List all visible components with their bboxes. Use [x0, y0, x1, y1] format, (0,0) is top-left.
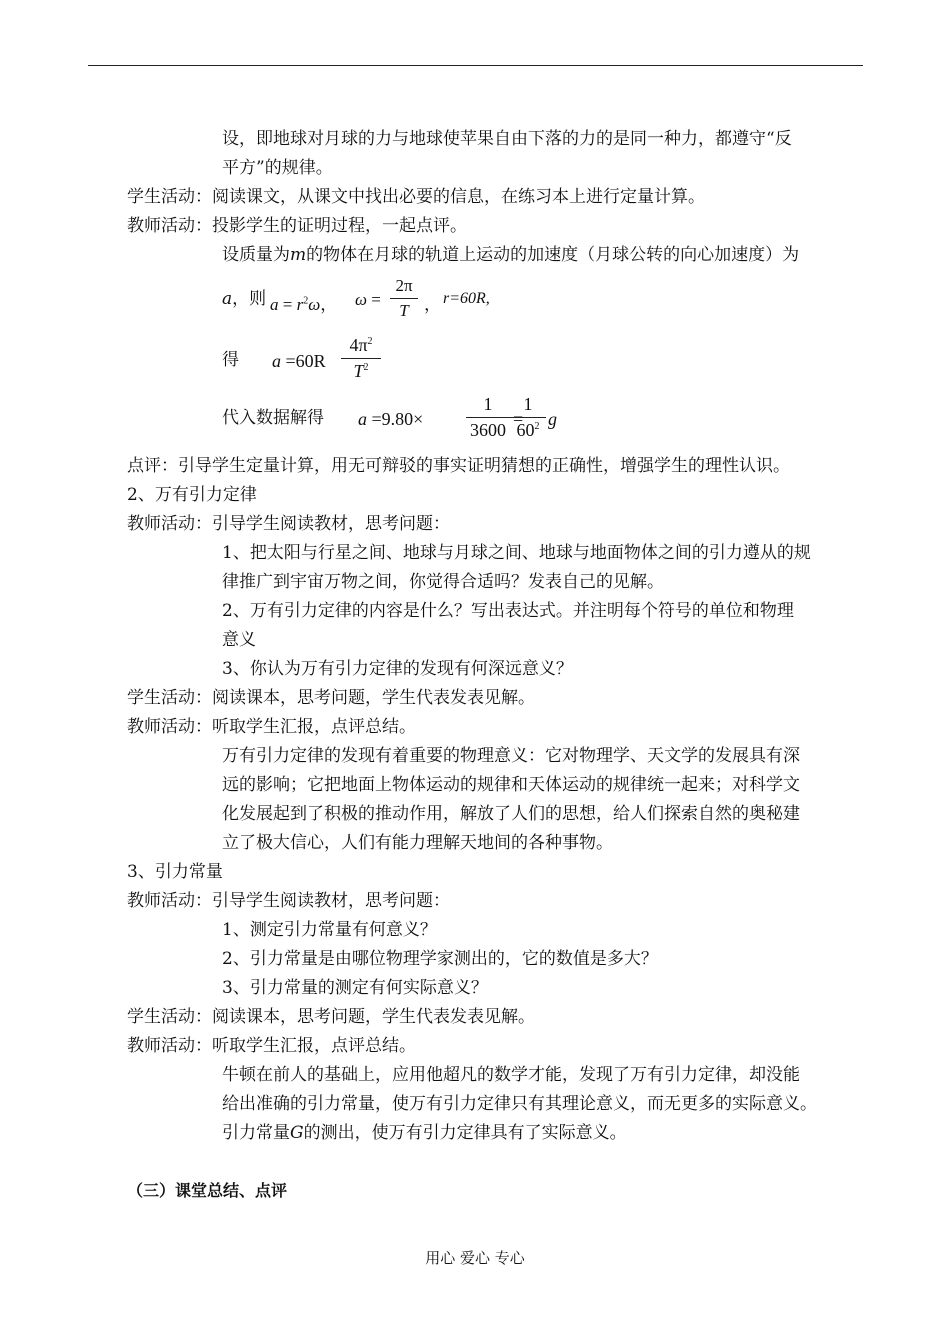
- equation-a-60r: [272, 351, 326, 372]
- page-footer: 用心 爱心 专心: [425, 1249, 525, 1267]
- math-symbol: =: [371, 409, 382, 429]
- fraction-numerator: 2π: [395, 276, 413, 295]
- fraction-denominator: [353, 361, 368, 381]
- text-line: [222, 288, 266, 310]
- text-span: 引力常量: [222, 1123, 290, 1143]
- section-heading: 2、万有引力定律: [127, 485, 257, 505]
- math-exponent: 2: [303, 295, 309, 307]
- text-line: 点评：引导学生定量计算，用无可辩驳的事实证明猜想的正确性，增强学生的理性认识。: [127, 456, 790, 476]
- text-line: 平方”的规律。: [222, 158, 333, 178]
- fraction-numerator: [349, 335, 372, 355]
- math-symbol: a: [272, 351, 281, 371]
- equation-a-r2-omega: [270, 290, 337, 315]
- text-line: 学生活动：阅读课文，从课文中找出必要的信息，在练习本上进行定量计算。: [127, 187, 705, 207]
- text-line: 牛顿在前人的基础上，应用他超凡的数学才能，发现了万有引力定律，却没能: [222, 1065, 800, 1085]
- text-line: [222, 244, 799, 266]
- fraction-numerator: 1: [483, 394, 493, 414]
- equation-r-60r: r=60R,: [443, 290, 490, 307]
- math-symbol: ω: [355, 290, 368, 309]
- math-symbol: 60R: [295, 351, 326, 371]
- text-span: ，则: [232, 289, 267, 309]
- variable-a: a: [222, 289, 233, 309]
- text-line: 2、万有引力定律的内容是什么？写出表达式。并注明每个符号的单位和物理: [222, 601, 794, 621]
- variable-g-constant: G: [290, 1123, 304, 1143]
- equation-equals: =: [513, 409, 524, 429]
- math-exponent: 2: [363, 362, 369, 373]
- text-line: 给出准确的引力常量，使万有引力定律只有其理论意义，而无更多的实际意义。: [222, 1094, 817, 1114]
- fraction-denominator: T: [399, 301, 409, 320]
- text-line: 1、把太阳与行星之间、地球与月球之间、地球与地面物体之间的引力遵从的规: [222, 543, 811, 563]
- math-symbol: =: [371, 290, 381, 309]
- math-symbol: =: [285, 351, 296, 371]
- text-line: 教师活动：投影学生的证明过程，一起点评。: [127, 216, 467, 236]
- text-line: 教师活动：听取学生汇报，点评总结。: [127, 717, 416, 737]
- equation-omega-lhs: [355, 290, 381, 310]
- text-span: 的测出，使万有引力定律具有了实际意义。: [303, 1123, 627, 1143]
- math-symbol: r: [296, 295, 304, 314]
- text-span: 的物体在月球的轨道上运动的加速度（月球公转的向心加速度）为: [306, 245, 800, 265]
- math-symbol: ω: [308, 295, 321, 314]
- section-heading-summary: （三）课堂总结、点评: [127, 1181, 288, 1200]
- header-rule: [88, 65, 863, 66]
- text-line: 1、测定引力常量有何意义？: [222, 920, 437, 940]
- text-line: 万有引力定律的发现有着重要的物理意义：它对物理学、天文学的发展具有深: [222, 746, 800, 766]
- math-symbol: 9.80×: [381, 409, 424, 429]
- text-line: 律推广到宇宙万物之间，你觉得合适吗？发表自己的见解。: [222, 572, 664, 592]
- math-exponent: 2: [367, 336, 373, 347]
- section-heading: 3、引力常量: [127, 862, 223, 882]
- variable-m: m: [290, 245, 307, 265]
- text-line: 立了极大信心，人们有能力理解天地间的各种事物。: [222, 833, 613, 853]
- math-symbol: 60: [516, 420, 535, 440]
- text-line: 教师活动：引导学生阅读教材，思考问题：: [127, 891, 450, 911]
- text-line: 学生活动：阅读课本，思考问题，学生代表发表见解。: [127, 1007, 535, 1027]
- equation-a-980: [358, 409, 423, 430]
- text-line: 3、你认为万有引力定律的发现有何深远意义？: [222, 659, 573, 679]
- text-line: 意义: [222, 630, 256, 650]
- math-exponent: 2: [534, 421, 540, 432]
- text-line: [222, 1122, 627, 1144]
- math-symbol: =: [282, 295, 293, 314]
- equation-sep: ，: [424, 295, 441, 314]
- fraction-denominator: 3600: [470, 420, 506, 440]
- fraction-denominator: [517, 420, 540, 440]
- text-line: 2、引力常量是由哪位物理学家测出的，它的数值是多大？: [222, 949, 658, 969]
- text-line: 教师活动：引导学生阅读教材，思考问题：: [127, 514, 450, 534]
- text-line: 代入数据解得: [222, 408, 324, 428]
- fraction-4pi2-over-t2: [341, 335, 381, 382]
- variable-g: g: [548, 409, 557, 429]
- text-line: 化发展起到了积极的推动作用，解放了人们的思想，给人们探索自然的奥秘建: [222, 804, 800, 824]
- text-span: 设质量为: [222, 245, 290, 265]
- text-line: 设，即地球对月球的力与地球使苹果自由下落的力的是同一种力，都遵守“反: [222, 129, 792, 149]
- text-line: 远的影响；它把地面上物体运动的规律和天体运动的规律统一起来；对科学文: [222, 775, 800, 795]
- text-line: 教师活动：听取学生汇报，点评总结。: [127, 1036, 416, 1056]
- fraction-1-over-3600: [466, 394, 510, 441]
- text-line: 学生活动：阅读课本，思考问题，学生代表发表见解。: [127, 688, 535, 708]
- math-symbol: a: [358, 409, 367, 429]
- fraction-2pi-over-t: [390, 276, 418, 321]
- text-line: 得: [222, 350, 239, 370]
- text-line: 3、引力常量的测定有何实际意义？: [222, 978, 488, 998]
- fraction-numerator: 1: [523, 394, 533, 414]
- math-symbol: T: [353, 361, 364, 381]
- math-symbol: a: [270, 295, 279, 314]
- math-symbol: ，: [320, 295, 338, 314]
- math-symbol: 4π: [349, 335, 368, 355]
- fraction-1-over-60sq: [510, 394, 546, 441]
